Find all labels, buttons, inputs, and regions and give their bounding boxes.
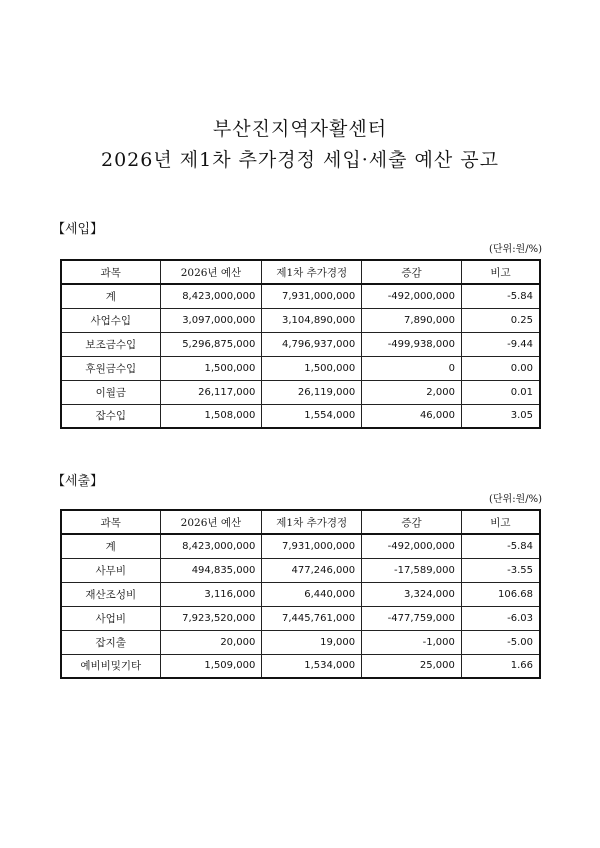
expense-cell-remark: -6.03 — [461, 606, 540, 630]
expense-cell-change: 25,000 — [362, 654, 462, 678]
expense-header-change: 증감 — [362, 510, 462, 534]
expense-cell-budget: 20,000 — [160, 630, 262, 654]
income-cell-budget: 5,296,875,000 — [160, 332, 262, 356]
expense-cell-budget: 494,835,000 — [160, 558, 262, 582]
income-table — [60, 259, 541, 429]
income-table-body — [61, 284, 540, 428]
expense-cell-subject: 계 — [61, 534, 160, 558]
table-row — [61, 654, 540, 678]
income-cell-subject: 사업수입 — [61, 308, 160, 332]
income-cell-budget: 3,097,000,000 — [160, 308, 262, 332]
income-cell-subject: 잡수입 — [61, 404, 160, 428]
expense-header-remark: 비고 — [461, 510, 540, 534]
expense-cell-budget: 8,423,000,000 — [160, 534, 262, 558]
expense-cell-supplementary: 7,931,000,000 — [262, 534, 362, 558]
income-cell-supplementary: 26,119,000 — [262, 380, 362, 404]
expense-cell-subject: 잡지출 — [61, 630, 160, 654]
income-header-supplementary: 제1차 추가경정 — [262, 260, 362, 284]
expense-cell-remark: -5.00 — [461, 630, 540, 654]
expense-cell-change: -492,000,000 — [362, 534, 462, 558]
expense-header-subject: 과목 — [61, 510, 160, 534]
income-header-subject: 과목 — [61, 260, 160, 284]
income-cell-supplementary: 1,500,000 — [262, 356, 362, 380]
table-row — [61, 606, 540, 630]
expense-header-budget: 2026년 예산 — [160, 510, 262, 534]
income-cell-change: 7,890,000 — [362, 308, 462, 332]
expense-cell-supplementary: 1,534,000 — [262, 654, 362, 678]
income-cell-change: -499,938,000 — [362, 332, 462, 356]
table-row — [61, 284, 540, 308]
expense-cell-change: 3,324,000 — [362, 582, 462, 606]
income-header-budget: 2026년 예산 — [160, 260, 262, 284]
expense-cell-budget: 1,509,000 — [160, 654, 262, 678]
expense-table — [60, 509, 541, 679]
expense-cell-supplementary: 7,445,761,000 — [262, 606, 362, 630]
expense-cell-subject: 예비비및기타 — [61, 654, 160, 678]
income-header-change: 증감 — [362, 260, 462, 284]
income-header-row — [61, 260, 540, 284]
income-cell-remark: 0.25 — [461, 308, 540, 332]
income-cell-remark: 0.01 — [461, 380, 540, 404]
expense-cell-remark: 1.66 — [461, 654, 540, 678]
expense-cell-supplementary: 6,440,000 — [262, 582, 362, 606]
income-cell-supplementary: 4,796,937,000 — [262, 332, 362, 356]
expense-cell-budget: 7,923,520,000 — [160, 606, 262, 630]
income-cell-remark: -5.84 — [461, 284, 540, 308]
income-unit-label: (단위:원/%) — [488, 244, 542, 255]
income-cell-subject: 후원금수입 — [61, 356, 160, 380]
income-cell-remark: 3.05 — [461, 404, 540, 428]
expense-cell-change: -1,000 — [362, 630, 462, 654]
expense-header-supplementary: 제1차 추가경정 — [262, 510, 362, 534]
income-cell-supplementary: 3,104,890,000 — [262, 308, 362, 332]
table-row — [61, 308, 540, 332]
table-row — [61, 534, 540, 558]
income-cell-budget: 1,500,000 — [160, 356, 262, 380]
expense-cell-budget: 3,116,000 — [160, 582, 262, 606]
table-row — [61, 356, 540, 380]
income-cell-budget: 1,508,000 — [160, 404, 262, 428]
table-row — [61, 380, 540, 404]
expense-cell-remark: 106.68 — [461, 582, 540, 606]
income-cell-remark: -9.44 — [461, 332, 540, 356]
document-subtitle: 2026년 제1차 추가경정 세입·세출 예산 공고 — [101, 149, 499, 171]
expense-cell-change: -477,759,000 — [362, 606, 462, 630]
expense-cell-subject: 사무비 — [61, 558, 160, 582]
income-cell-remark: 0.00 — [461, 356, 540, 380]
table-row — [61, 332, 540, 356]
expense-table-body — [61, 534, 540, 678]
expense-cell-change: -17,589,000 — [362, 558, 462, 582]
table-row — [61, 558, 540, 582]
income-cell-budget: 8,423,000,000 — [160, 284, 262, 308]
expense-header-row — [61, 510, 540, 534]
income-header-remark: 비고 — [461, 260, 540, 284]
income-cell-change: -492,000,000 — [362, 284, 462, 308]
expense-cell-supplementary: 19,000 — [262, 630, 362, 654]
income-cell-subject: 이월금 — [61, 380, 160, 404]
expense-section-label: 【세출】 — [52, 474, 104, 489]
expense-cell-supplementary: 477,246,000 — [262, 558, 362, 582]
expense-cell-remark: -3.55 — [461, 558, 540, 582]
income-cell-change: 0 — [362, 356, 462, 380]
income-cell-subject: 보조금수입 — [61, 332, 160, 356]
income-cell-supplementary: 1,554,000 — [262, 404, 362, 428]
income-cell-budget: 26,117,000 — [160, 380, 262, 404]
table-row — [61, 582, 540, 606]
expense-unit-label: (단위:원/%) — [488, 494, 542, 505]
income-cell-change: 46,000 — [362, 404, 462, 428]
income-section-label: 【세입】 — [52, 222, 104, 237]
expense-cell-remark: -5.84 — [461, 534, 540, 558]
expense-cell-subject: 재산조성비 — [61, 582, 160, 606]
income-cell-subject: 계 — [61, 284, 160, 308]
income-cell-supplementary: 7,931,000,000 — [262, 284, 362, 308]
table-row — [61, 630, 540, 654]
income-cell-change: 2,000 — [362, 380, 462, 404]
table-row — [61, 404, 540, 428]
expense-cell-subject: 사업비 — [61, 606, 160, 630]
document-title: 부산진지역자활센터 — [212, 118, 388, 140]
